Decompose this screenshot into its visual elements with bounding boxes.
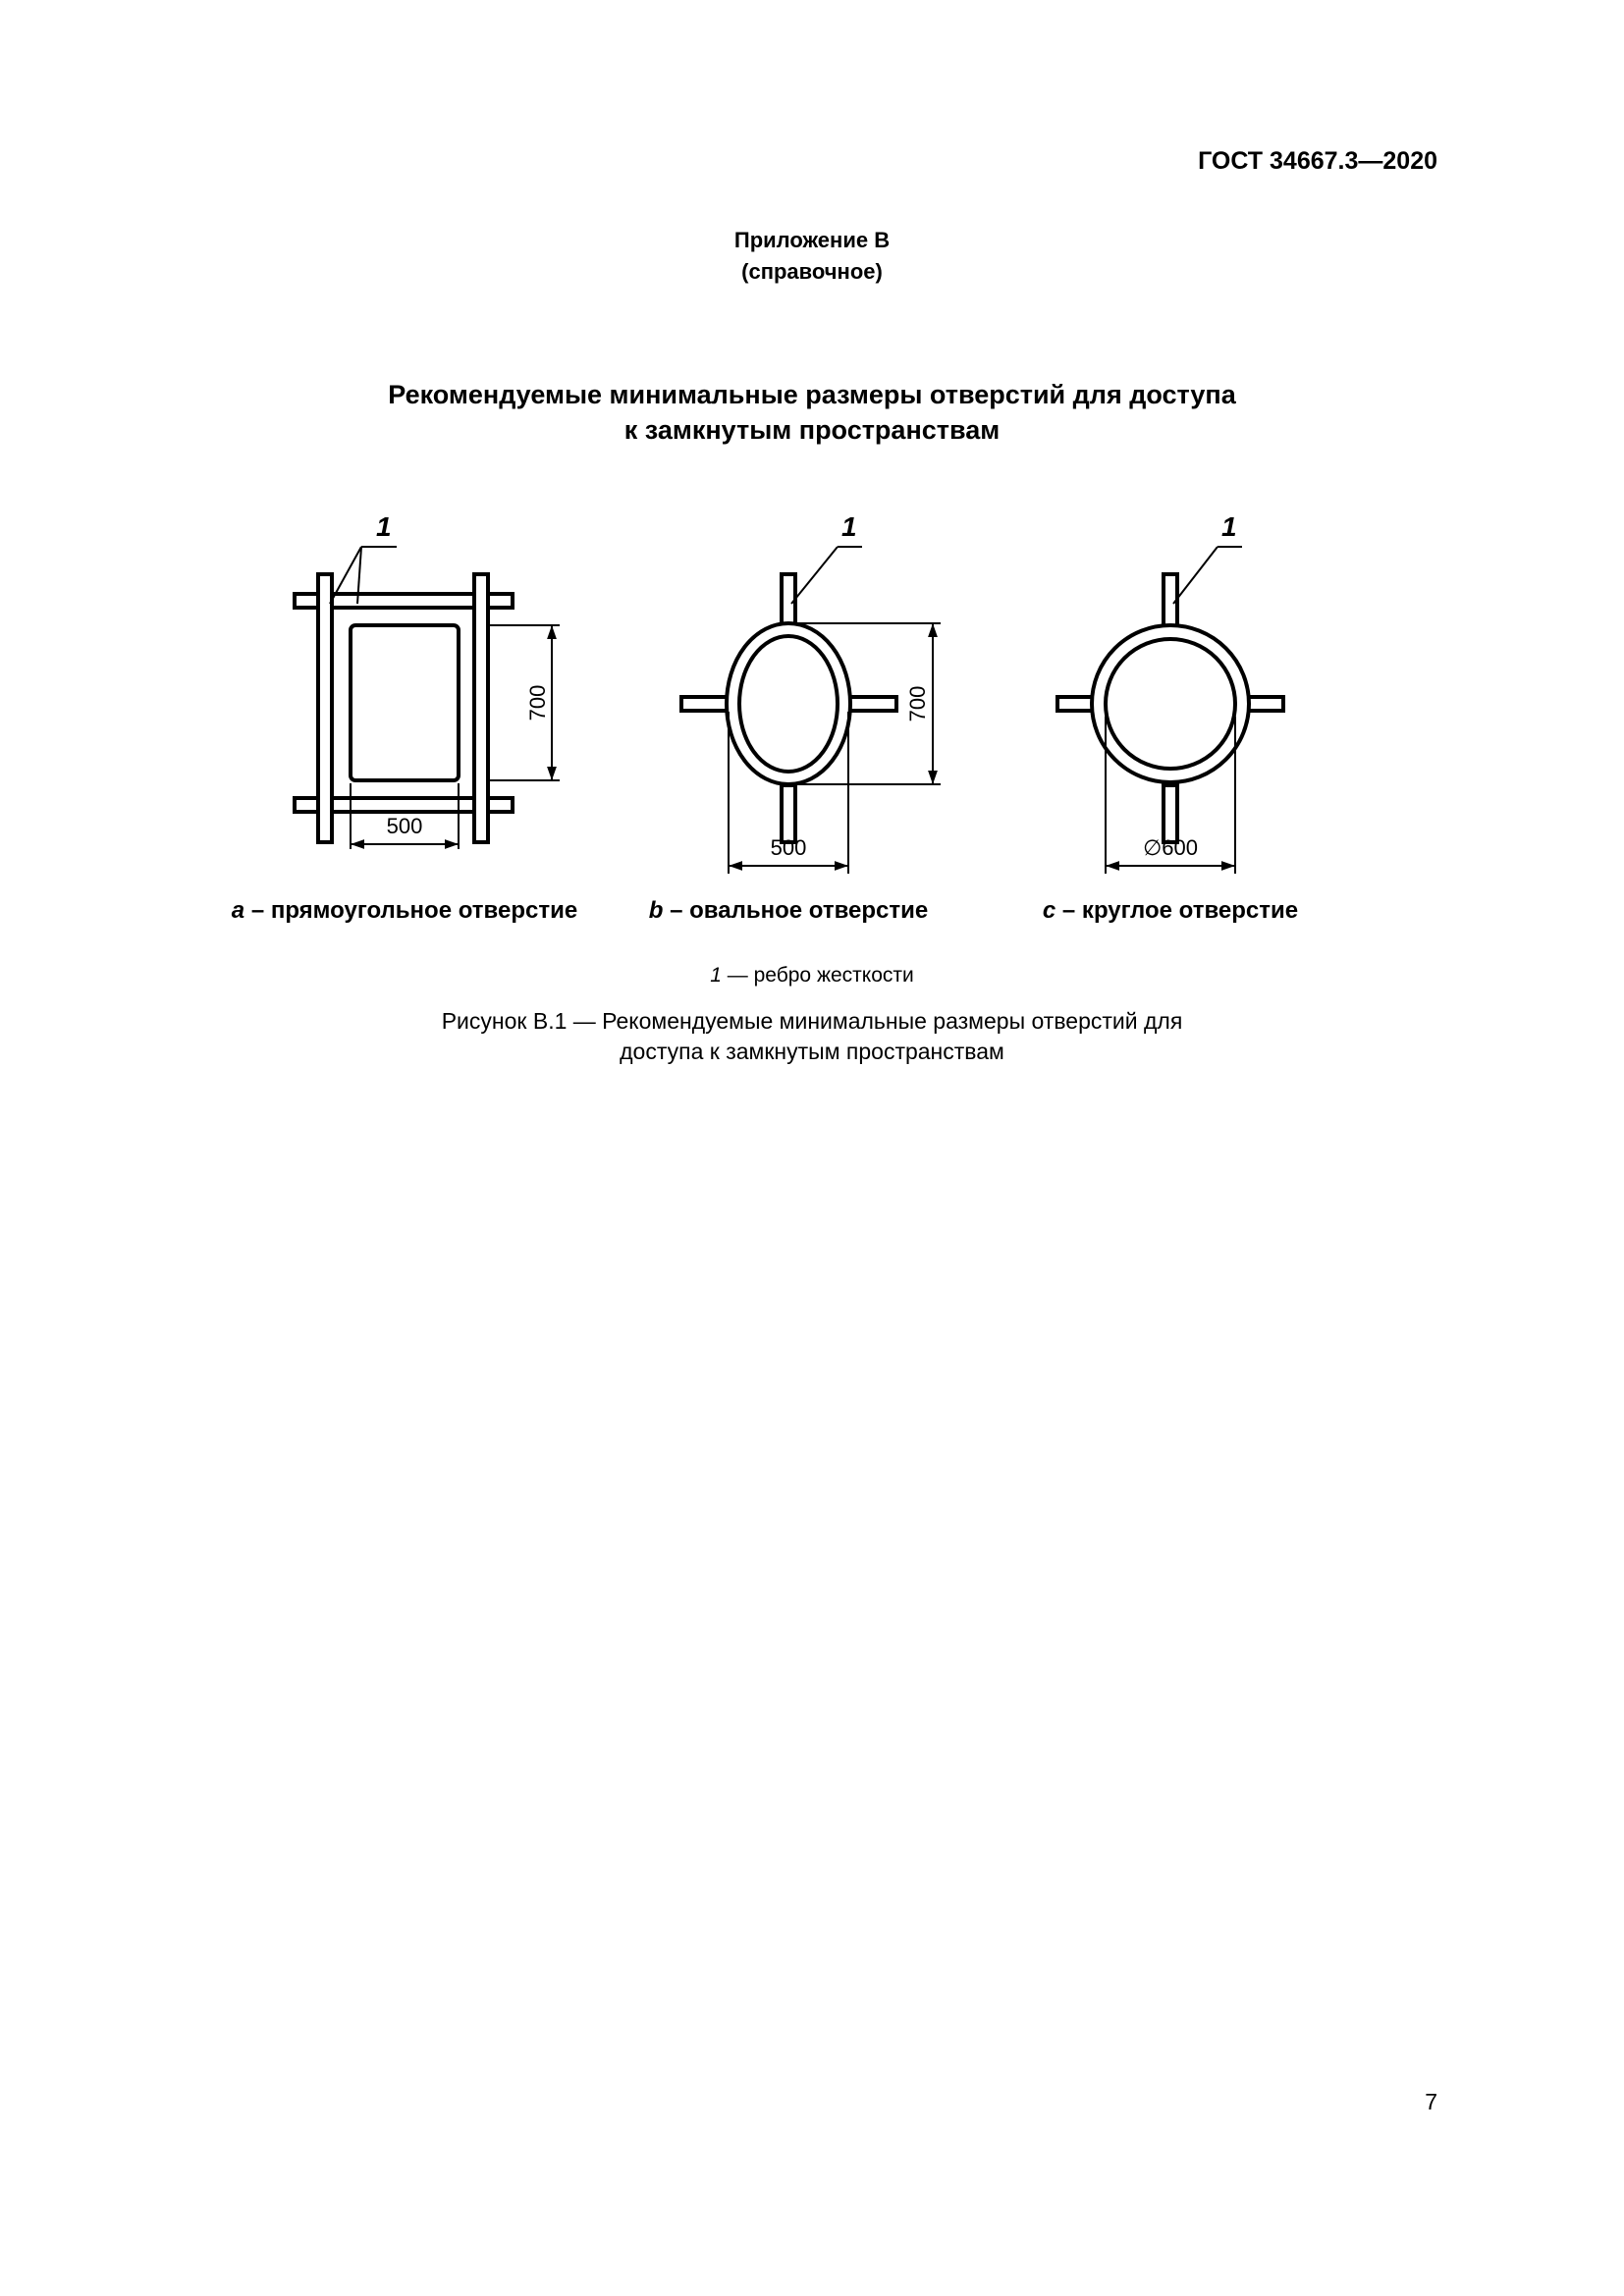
panel-a-callout-number: 1 [376,511,392,542]
panel-c-diameter-label: ∅600 [1143,835,1198,860]
panel-a-height-label: 700 [525,684,550,721]
panel-a-rectangular-drawing [295,547,560,849]
panel-a-letter: а [231,897,245,924]
panel-b-caption-text: – овальное отверстие [663,897,929,924]
panel-a-width-label: 500 [386,814,423,838]
panel-c-letter: с [1042,897,1056,924]
panel-b-height-label: 700 [905,685,930,722]
figure-legend-note [0,964,1624,988]
legend-number: 1 [710,964,722,987]
panel-c-caption-text: – круглое отверстие [1056,897,1299,924]
panel-b-width-label: 500 [770,835,807,860]
figure-caption-line2: доступа к замкнутым пространствам [620,1039,1004,1064]
section-heading-line1: Рекомендуемые минимальные размеры отверстий для доступа [388,380,1236,409]
appendix-status: (справочное) [741,259,883,284]
figure-caption-line1: Рисунок В.1 — Рекомендуемые минимальные размеры отверстий для [441,1008,1183,1034]
appendix-title: Приложение В [733,228,891,252]
panel-b-oval-drawing [681,547,941,874]
panel-a-caption-text: – прямоугольное отверстие [244,897,578,924]
panel-c-callout-number: 1 [1221,511,1237,542]
section-heading-line2: к замкнутым пространствам [623,415,1001,445]
standard-number: ГОСТ 34667.3—2020 [1198,147,1437,175]
panel-b-letter: b [648,897,664,924]
page-number: 7 [1425,2089,1437,2114]
panel-c-circular-drawing [1057,547,1283,874]
figure-b1 [231,501,1335,933]
panel-c-caption [1043,897,1298,924]
figure-caption [0,1006,1624,1067]
panel-a-caption [232,897,577,924]
legend-text: — ребро жесткости [721,964,914,987]
panel-b-callout-number: 1 [841,511,857,542]
panel-b-caption [649,897,928,924]
